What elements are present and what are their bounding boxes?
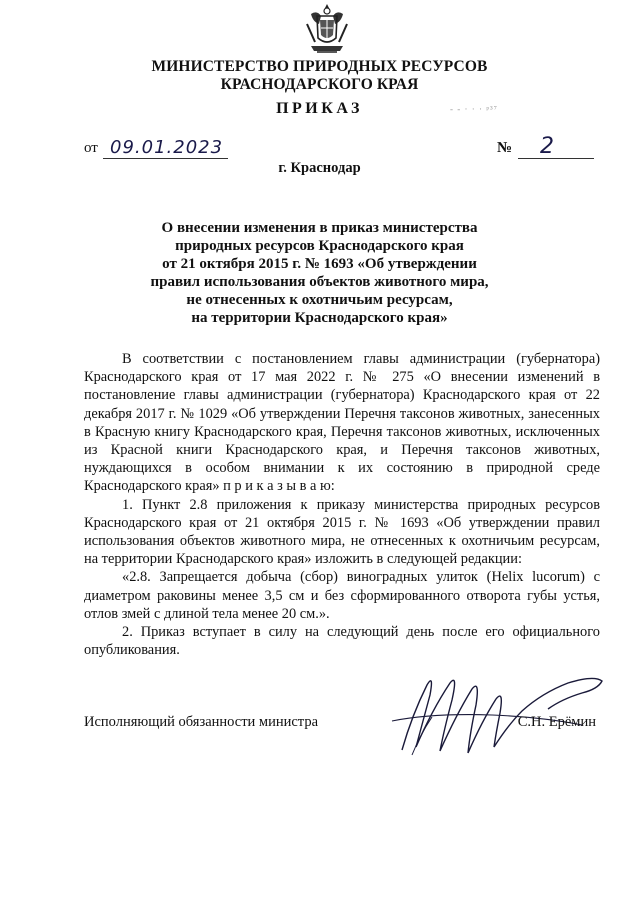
title-line: природных ресурсов Краснодарского края bbox=[175, 238, 464, 254]
signatory-name: С.Н. Ерёмин bbox=[517, 714, 596, 730]
ministry-name bbox=[0, 58, 639, 94]
document-date: 09.01.2023 bbox=[110, 137, 224, 158]
signatory-role: Исполняющий обязанности министра bbox=[84, 714, 319, 730]
handwritten-signature bbox=[372, 655, 608, 760]
coat-of-arms-icon bbox=[303, 2, 351, 56]
document-type: ПРИКАЗ bbox=[276, 100, 363, 117]
date-underline bbox=[103, 158, 228, 159]
number-prefix: № bbox=[497, 140, 513, 156]
document-title bbox=[0, 219, 639, 327]
document-number: 2 bbox=[540, 134, 554, 159]
title-line: не отнесенных к охотничьим ресурсам, bbox=[186, 292, 453, 308]
ministry-name-line1: МИНИСТЕРСТВО ПРИРОДНЫХ РЕСУРСОВ bbox=[151, 58, 488, 75]
document-body bbox=[84, 350, 600, 659]
body-paragraph: 2. Приказ вступает в силу на следующий день после его официального опубликования. bbox=[84, 624, 600, 659]
ministry-name-line2: КРАСНОДАРСКОГО КРАЯ bbox=[220, 76, 419, 93]
registration-stamp-mark: - - · · · ᵖ³⁷ bbox=[450, 104, 498, 114]
body-paragraph: В соответствии с постановлением главы администрации (губернатора) Краснодарского края от 17 мая 2022 г. № 275 «О внесении изменений в постановление главы администрации (губернатора) Краснодарского края от 22 декабря 2017 г. № 1029 «Об утверждении Перечня таксонов животных, занесенных в Красную книгу Краснодарского края, Перечня таксонов животных, исключенных из Красной книги Краснодарского края, и Перечня таксонов животных, нуждающихся в особом внимании к их состоянию в природной среде Краснодарского края» п р и к а з ы в а ю: bbox=[84, 351, 600, 495]
title-line: на территории Краснодарского края» bbox=[191, 310, 448, 326]
number-underline bbox=[518, 158, 594, 159]
body-paragraph: 1. Пункт 2.8 приложения к приказу министерства природных ресурсов Краснодарского края от 21 октября 2015 г. № 1693 «Об утверждении правил использования объектов животного мира, не отнесенных к охотничьим ресурсам, на территории Краснодарского края» изложить в следующей редакции: bbox=[84, 496, 600, 568]
title-line: правил использования объектов животного мира, bbox=[150, 274, 489, 290]
city: г. Краснодар bbox=[278, 160, 361, 176]
date-prefix: от bbox=[84, 140, 98, 156]
title-line: О внесении изменения в приказ министерства bbox=[161, 220, 478, 236]
title-line: от 21 октября 2015 г. № 1693 «Об утверждении bbox=[162, 256, 477, 272]
body-paragraph: «2.8. Запрещается добыча (сбор) виноградных улиток (Helix lucorum) с диаметром раковины менее 3,5 см и без сформированного отворота губы устья, отлов змей с длиной тела менее 20 см.». bbox=[84, 569, 600, 622]
